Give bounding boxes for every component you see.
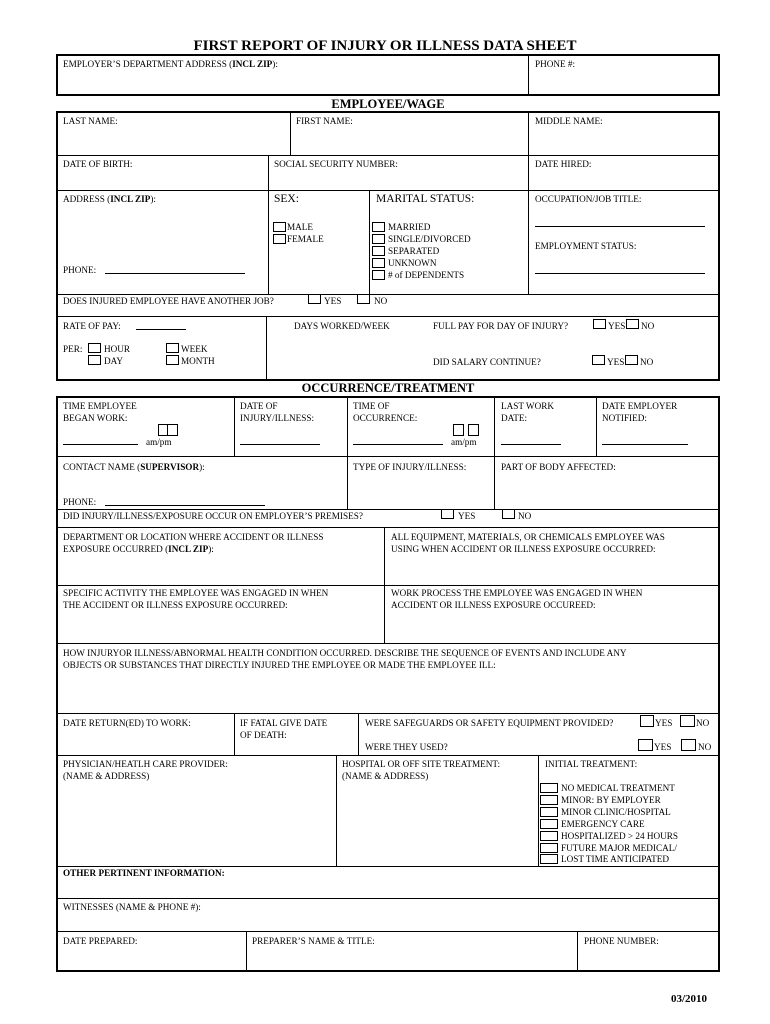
premises-yes-label: YES <box>458 511 476 521</box>
another-job-label: DOES INJURED EMPLOYEE HAVE ANOTHER JOB? <box>63 296 274 306</box>
treatment-checkbox[interactable] <box>540 843 558 853</box>
day-checkbox[interactable] <box>88 355 101 365</box>
activity-label[interactable]: SPECIFIC ACTIVITY THE EMPLOYEE WAS ENGAGED IN WHEN THE ACCIDENT OR ILLNESS EXPOSURE OCCURRED: <box>63 588 329 610</box>
safeguards-no-checkbox[interactable] <box>680 715 695 727</box>
time-occ-pm-box[interactable] <box>468 424 479 436</box>
treatment-checkbox[interactable] <box>540 819 558 829</box>
hospital-label[interactable]: HOSPITAL OR OFF SITE TREATMENT: (NAME & ADDRESS) <box>342 759 501 781</box>
time-occ-line[interactable] <box>353 444 443 445</box>
form-title: FIRST REPORT OF INJURY OR ILLNESS DATA SHEET <box>193 38 577 54</box>
used-no-label: NO <box>698 742 712 752</box>
treatment-label: EMERGENCY CARE <box>561 818 645 829</box>
full-pay-yes-checkbox[interactable] <box>593 319 606 329</box>
female-label: FEMALE <box>287 234 324 244</box>
treatment-label: FUTURE MAJOR MEDICAL/ <box>561 842 677 853</box>
treatment-checkbox[interactable] <box>540 831 558 841</box>
employee-section-title: EMPLOYEE/WAGE <box>331 97 445 111</box>
week-checkbox[interactable] <box>166 343 179 353</box>
dept-location-label[interactable]: DEPARTMENT OR LOCATION WHERE ACCIDENT OR ILLNESS EXPOSURE OCCURRED (INCL ZIP): <box>63 532 324 554</box>
occurrence-section-title: OCCURRENCE/TREATMENT <box>301 381 475 395</box>
married-label: MARRIED <box>388 222 431 232</box>
time-occ-am-box[interactable] <box>453 424 464 436</box>
premises-no-checkbox[interactable] <box>502 509 515 519</box>
female-checkbox[interactable] <box>273 234 286 244</box>
separated-label: SEPARATED <box>388 246 440 256</box>
form-version: 03/2010 <box>671 993 708 1005</box>
contact-name-label[interactable]: CONTACT NAME (SUPERVISOR): <box>63 462 205 472</box>
another-job-yes-checkbox[interactable] <box>308 294 321 304</box>
time-began-ampm: am/pm <box>146 437 172 447</box>
equipment-label[interactable]: ALL EQUIPMENT, MATERIALS, OR CHEMICALS EMPLOYEE WAS USING WHEN ACCIDENT OR ILLNESS EXPOSURE OCCURRED: <box>391 532 665 554</box>
used-yes-label: YES <box>654 742 672 752</box>
date-notified-line[interactable] <box>602 444 688 445</box>
type-injury-label[interactable]: TYPE OF INJURY/ILLNESS: <box>353 462 467 472</box>
treatment-label: MINOR CLINIC/HOSPITAL <box>561 806 671 817</box>
another-job-no-label: NO <box>374 296 388 306</box>
first-name-label[interactable]: FIRST NAME: <box>296 116 353 126</box>
initial-treatment-label: INITIAL TREATMENT: <box>545 759 638 769</box>
treatment-label: HOSPITALIZED > 24 HOURS <box>561 830 678 841</box>
last-work-label[interactable]: LAST WORK DATE: <box>501 401 555 423</box>
salary-no-checkbox[interactable] <box>625 355 638 365</box>
day-label: DAY <box>104 356 124 366</box>
dependents-label: # of DEPENDENTS <box>388 270 465 280</box>
treatment-checkbox[interactable] <box>540 783 558 793</box>
salary-continue-label: DID SALARY CONTINUE? <box>433 357 541 367</box>
premises-yes-checkbox[interactable] <box>441 509 454 519</box>
treatment-checkbox[interactable] <box>540 854 558 864</box>
employment-status-line[interactable] <box>535 273 705 274</box>
unknown-checkbox[interactable] <box>372 258 385 268</box>
time-began-pm-box[interactable] <box>167 424 178 436</box>
physician-label[interactable]: PHYSICIAN/HEATLH CARE PROVIDER: (NAME & ADDRESS) <box>63 759 228 781</box>
employment-status-label[interactable]: EMPLOYMENT STATUS: <box>535 241 637 251</box>
sex-label: SEX: <box>274 193 299 205</box>
occupation-line[interactable] <box>535 226 705 227</box>
full-pay-no-checkbox[interactable] <box>626 319 639 329</box>
month-checkbox[interactable] <box>166 355 179 365</box>
hour-label: HOUR <box>104 344 131 354</box>
safeguards-yes-label: YES <box>655 718 673 728</box>
another-job-yes-label: YES <box>324 296 342 306</box>
dob-label[interactable]: DATE OF BIRTH: <box>63 159 133 169</box>
contact-phone-line[interactable] <box>105 505 265 506</box>
per-label: PER: <box>63 344 83 354</box>
single-checkbox[interactable] <box>372 234 385 244</box>
month-label: MONTH <box>181 356 215 366</box>
how-occurred-label[interactable]: HOW INJURYOR ILLNESS/ABNORMAL HEALTH CONDITION OCCURRED. DESCRIBE THE SEQUENCE OF EVENTS AND INCLUDE ANY OBJECTS OR SUBSTANCES THAT DIRECTLY INJURED THE EMPLOYEE OR MADE THE EMPLOYEE ILL: <box>63 648 627 670</box>
date-injury-label[interactable]: DATE OF INJURY/ILLNESS: <box>240 401 315 423</box>
treatment-label: NO MEDICAL TREATMENT <box>561 783 675 793</box>
dependents-box[interactable] <box>372 270 385 280</box>
married-checkbox[interactable] <box>372 222 385 232</box>
last-work-line[interactable] <box>501 444 561 445</box>
occupation-label[interactable]: OCCUPATION/JOB TITLE: <box>535 194 642 204</box>
occurrence-box <box>56 396 720 972</box>
treatment-checkbox[interactable] <box>540 807 558 817</box>
rate-of-pay-label[interactable]: RATE OF PAY: <box>63 321 121 331</box>
another-job-no-checkbox[interactable] <box>357 294 370 304</box>
process-label[interactable]: WORK PROCESS THE EMPLOYEE WAS ENGAGED IN WHEN ACCIDENT OR ILLNESS EXPOSURE OCCUREED: <box>391 588 643 610</box>
salary-yes-checkbox[interactable] <box>592 355 605 365</box>
single-label: SINGLE/DIVORCED <box>388 234 471 244</box>
male-label: MALE <box>287 222 314 232</box>
premises-no-label: NO <box>518 511 532 521</box>
days-worked-label[interactable]: DAYS WORKED/WEEK <box>294 321 390 331</box>
date-notified-label[interactable]: DATE EMPLOYER NOTIFIED: <box>602 401 678 423</box>
employer-address-label[interactable]: EMPLOYER’S DEPARTMENT ADDRESS (INCL ZIP): <box>63 59 278 69</box>
date-prepared-label[interactable]: DATE PREPARED: <box>63 936 138 946</box>
time-began-line[interactable] <box>63 444 138 445</box>
separated-checkbox[interactable] <box>372 246 385 256</box>
marital-status-label: MARITAL STATUS: <box>376 193 475 205</box>
treatment-checkbox[interactable] <box>540 795 558 805</box>
used-label: WERE THEY USED? <box>365 742 448 752</box>
time-occ-ampm: am/pm <box>451 437 477 447</box>
time-began-label[interactable]: TIME EMPLOYEE BEGAN WORK: <box>63 401 137 423</box>
premises-label: DID INJURY/ILLNESS/EXPOSURE OCCUR ON EMPLOYER’S PREMISES? <box>63 511 363 521</box>
body-part-label[interactable]: PART OF BODY AFFECTED: <box>501 462 616 472</box>
safeguards-label: WERE SAFEGUARDS OR SAFETY EQUIPMENT PROVIDED? <box>365 718 614 728</box>
safeguards-no-label: NO <box>696 718 710 728</box>
treatment-label: MINOR: BY EMPLOYER <box>561 794 661 805</box>
address-label[interactable]: ADDRESS (INCL ZIP): <box>63 194 156 204</box>
prep-phone-label[interactable]: PHONE NUMBER: <box>584 936 659 946</box>
header-phone-label[interactable]: PHONE #: <box>535 59 576 69</box>
salary-no-label: NO <box>640 357 654 367</box>
salary-yes-label: YES <box>607 357 625 367</box>
date-injury-line[interactable] <box>240 444 320 445</box>
week-label: WEEK <box>181 344 208 354</box>
preparer-label[interactable]: PREPARER’S NAME & TITLE: <box>252 936 375 946</box>
full-pay-label: FULL PAY FOR DAY OF INJURY? <box>433 321 569 331</box>
other-info-label[interactable]: OTHER PERTINENT INFORMATION: <box>63 868 225 878</box>
employee-phone-line[interactable] <box>105 273 245 274</box>
time-occurrence-label[interactable]: TIME OF OCCURRENCE: <box>353 401 418 423</box>
safeguards-yes-checkbox[interactable] <box>640 715 654 727</box>
witnesses-label[interactable]: WITNESSES (NAME & PHONE #): <box>63 902 201 912</box>
ssn-label[interactable]: SOCIAL SECURITY NUMBER: <box>274 159 398 169</box>
date-hired-label[interactable]: DATE HIRED: <box>535 159 592 169</box>
full-pay-no-label: NO <box>641 321 655 331</box>
male-checkbox[interactable] <box>273 222 286 232</box>
full-pay-yes-label: YES <box>608 321 626 331</box>
contact-phone-label[interactable]: PHONE: <box>63 497 97 507</box>
middle-name-label[interactable]: MIDDLE NAME: <box>535 116 603 126</box>
last-name-label[interactable]: LAST NAME: <box>63 116 118 126</box>
date-return-label[interactable]: DATE RETURN(ED) TO WORK: <box>63 718 191 728</box>
hour-checkbox[interactable] <box>88 343 101 353</box>
used-no-checkbox[interactable] <box>681 739 696 751</box>
used-yes-checkbox[interactable] <box>638 739 653 751</box>
fatal-label[interactable]: IF FATAL GIVE DATE OF DEATH: <box>240 718 328 740</box>
unknown-label: UNKNOWN <box>388 258 437 268</box>
employee-phone-label[interactable]: PHONE: <box>63 265 97 275</box>
treatment-label: LOST TIME ANTICIPATED <box>561 854 670 865</box>
rate-of-pay-line[interactable] <box>136 329 186 330</box>
